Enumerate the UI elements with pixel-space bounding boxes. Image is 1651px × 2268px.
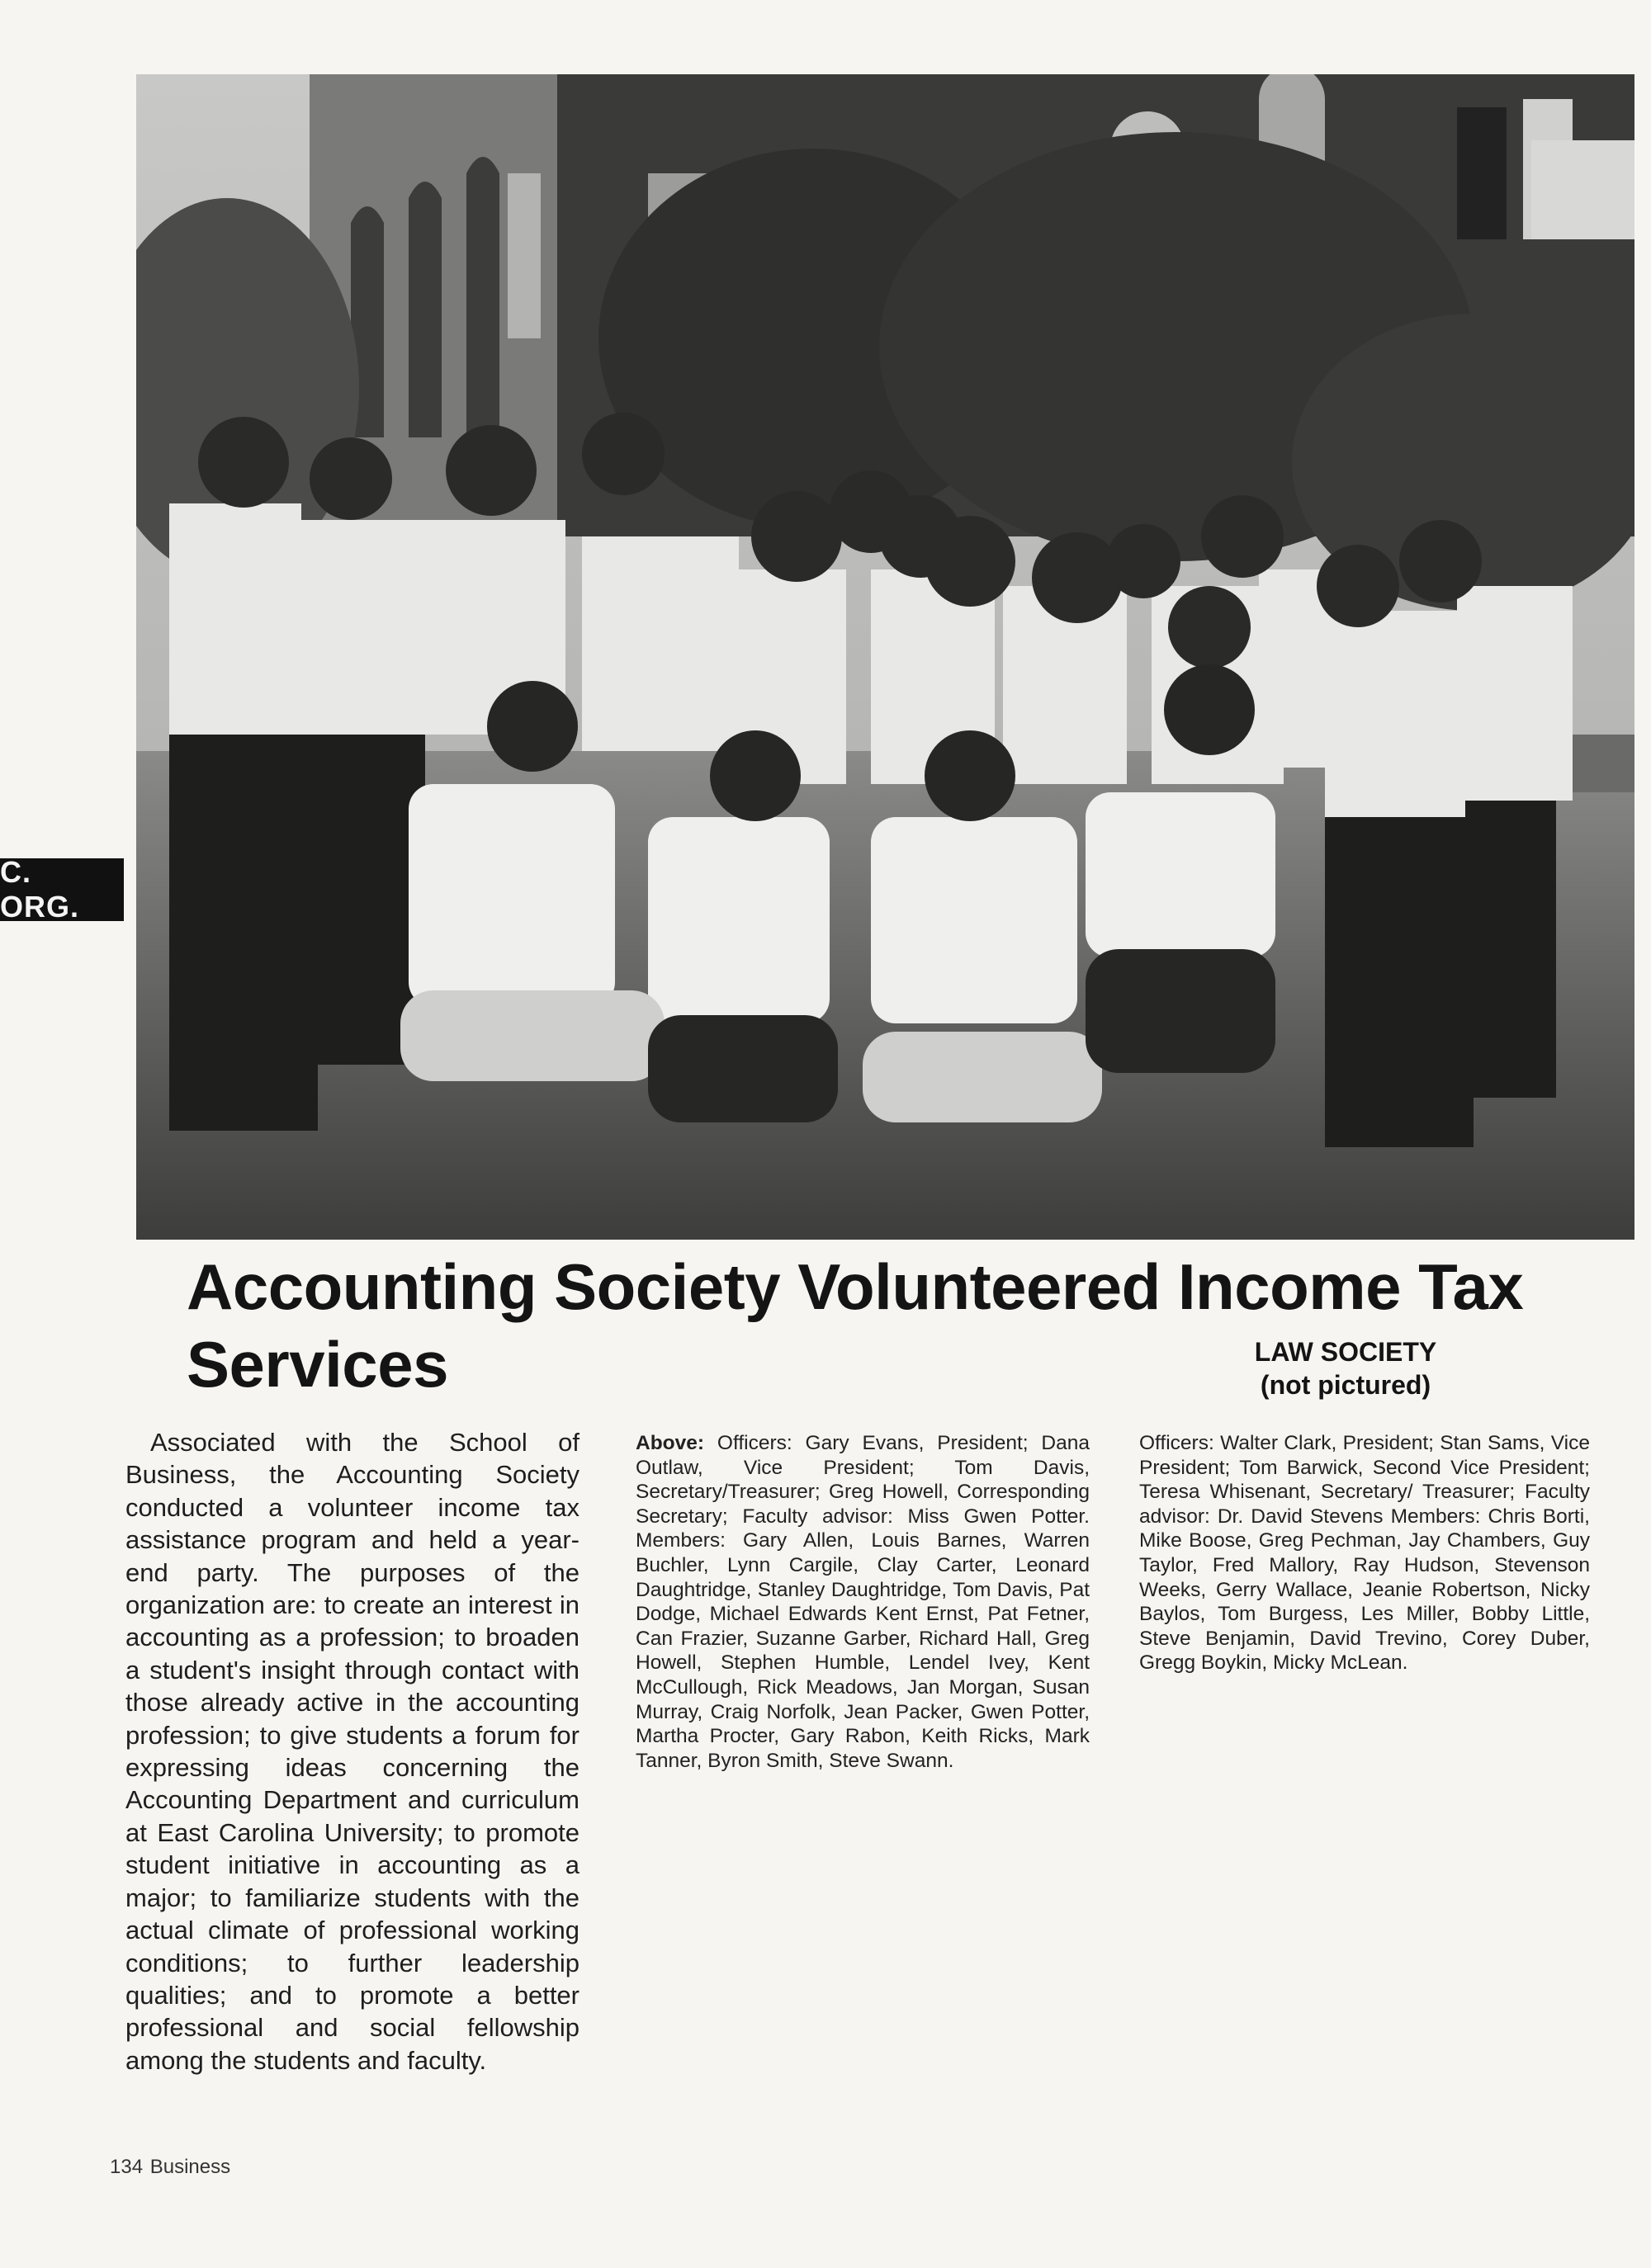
page-number: 134 [110, 2156, 144, 2178]
group-photo [136, 74, 1634, 1240]
page-folio [110, 2156, 230, 2179]
caption-lead: Above: [636, 1432, 705, 1454]
law-society-title: LAW SOCIETY [1254, 1337, 1437, 1367]
group-photo-illustration [136, 74, 1634, 1240]
section-name: Business [149, 2156, 231, 2178]
law-society-caption: Officers: Walter Clark, President; Stan Sams, Vice President; Tom Barwick, Second Vice President; Teresa Whisenant, Secretary/ Treasurer; Faculty advisor: Dr. David Stevens Members: Chris Borti, Mike Boose, Greg Pechman, Jay Chambers, Guy Taylor, Fred Mallory, Ray Hudson, Stevenson Weeks, Gerry Wallace, Jeanie Robertson, Nicky Baylos, Tom Burgess, Les Miller, Bobby Little, Steve Benjamin, David Trevino, Corey Duber, Gregg Boykin, Micky McLean. [1139, 1432, 1590, 1675]
law-society-note: (not pictured) [1260, 1370, 1431, 1400]
intro-paragraph: Associated with the School of Business, the Accounting Society conducted a volunteer income tax assistance program and held a year-end party. The purposes of the organization are: to create an interest in accounting as a profession; to broaden a student's insight through contact with those already active in the accounting profession; to give students a forum for expressing ideas concerning the Accounting Department and curriculum at East Carolina University; to promote student initiative in accounting as a major; to familiarize students with the actual climate of professional working conditions; to further leadership qualities; and to promote a better professional and social fellowship among the students and faculty. [125, 1428, 580, 2075]
accounting-caption [636, 1431, 1090, 1773]
section-tab: C. ORG. [0, 858, 124, 921]
headline: Accounting Society Volunteered Income Tax Services [187, 1250, 1524, 1401]
caption-text: Officers: Gary Evans, President; Dana Outlaw, Vice President; Tom Davis, Secretary/Treasurer; Greg Howell, Corresponding Secretary; Faculty advisor: Miss Gwen Potter. Members: Gary Allen, Louis Barnes, Warren Buchler, Lynn Cargile, Clay Carter, Leonard Daughtridge, Stanley Daughtridge, Tom Davis, Pat Dodge, Michael Edwards Kent Ernst, Pat Fetner, Can Frazier, Suzanne Garber, Richard Hall, Greg Howell, Stephen Humble, Lendel Ivey, Kent McCullough, Rick Meadows, Jan Morgan, Susan Murray, Craig Norfolk, Jean Packer, Gwen Potter, Martha Procter, Gary Rabon, Keith Ricks, Mark Tanner, Byron Smith, Steve Swann. [636, 1432, 1090, 1772]
law-society-heading [1205, 1335, 1486, 1401]
